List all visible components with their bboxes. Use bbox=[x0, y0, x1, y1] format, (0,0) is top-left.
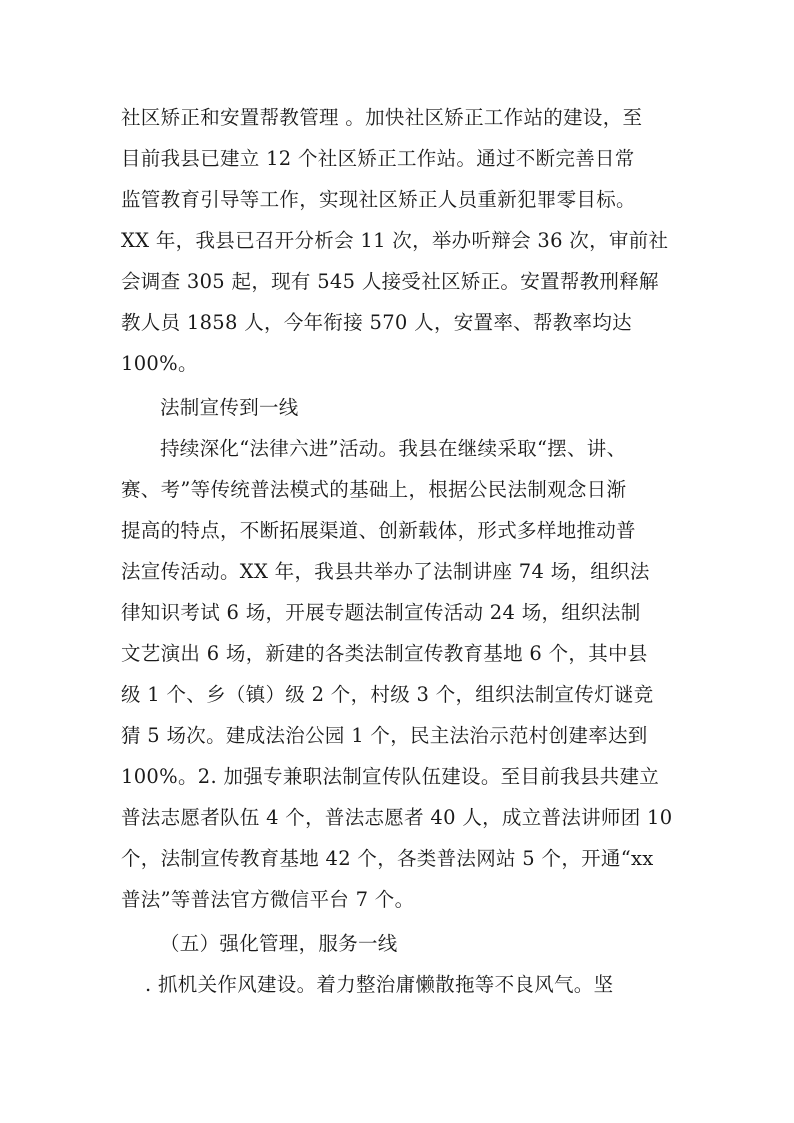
text-line: 赛、考”等传统普法模式的基础上，根据公民法制观念日渐 bbox=[121, 478, 627, 501]
section-heading: 法制宣传到一线 bbox=[160, 396, 299, 419]
text-line: 社区矫正和安置帮教管理 。加快社区矫正工作站的建设，至 bbox=[121, 106, 643, 129]
text-line: 普法”等普法官方微信平台 7 个。 bbox=[121, 888, 415, 911]
text-line: 100%。 bbox=[121, 352, 198, 375]
paragraph-first-line: . 抓机关作风建设。着力整治庸懒散拖等不良风气。坚 bbox=[145, 973, 614, 996]
paragraph-first-line: 持续深化“法律六进”活动。我县在继续采取“摆、讲、 bbox=[160, 437, 627, 460]
text-line: 律知识考试 6 场，开展专题法制宣传活动 24 场，组织法制 bbox=[121, 601, 641, 624]
text-line: 猜 5 场次。建成法治公园 1 个，民主法治示范村创建率达到 bbox=[121, 724, 648, 747]
text-line: 级 1 个、乡（镇）级 2 个，村级 3 个，组织法制宣传灯谜竞 bbox=[121, 683, 654, 706]
text-line: 个，法制宣传教育基地 42 个，各类普法网站 5 个，开通“xx bbox=[121, 847, 654, 870]
text-line: 会调查 305 起，现有 545 人接受社区矫正。安置帮教刑释解 bbox=[121, 270, 659, 293]
text-line: 100%。2. 加强专兼职法制宣传队伍建设。至目前我县共建立 bbox=[121, 765, 660, 788]
text-line: 文艺演出 6 场，新建的各类法制宣传教育基地 6 个，其中县 bbox=[121, 642, 648, 665]
section-heading: （五）强化管理，服务一线 bbox=[160, 932, 398, 955]
text-line: 普法志愿者队伍 4 个，普法志愿者 40 人，成立普法讲师团 10 bbox=[121, 806, 673, 829]
text-line: 法宣传活动。XX 年，我县共举办了法制讲座 74 场，组织法 bbox=[121, 560, 650, 583]
text-line: 监管教育引导等工作，实现社区矫正人员重新犯罪零目标。 bbox=[121, 188, 636, 211]
text-line: 教人员 1858 人，今年衔接 570 人，安置率、帮教率均达 bbox=[121, 311, 632, 334]
text-line: XX 年，我县已召开分析会 11 次，举办听辩会 36 次，审前社 bbox=[121, 229, 669, 252]
text-line: 目前我县已建立 12 个社区矫正工作站。通过不断完善日常 bbox=[121, 147, 635, 170]
text-line: 提高的特点，不断拓展渠道、创新载体，形式多样地推动普 bbox=[121, 519, 636, 542]
